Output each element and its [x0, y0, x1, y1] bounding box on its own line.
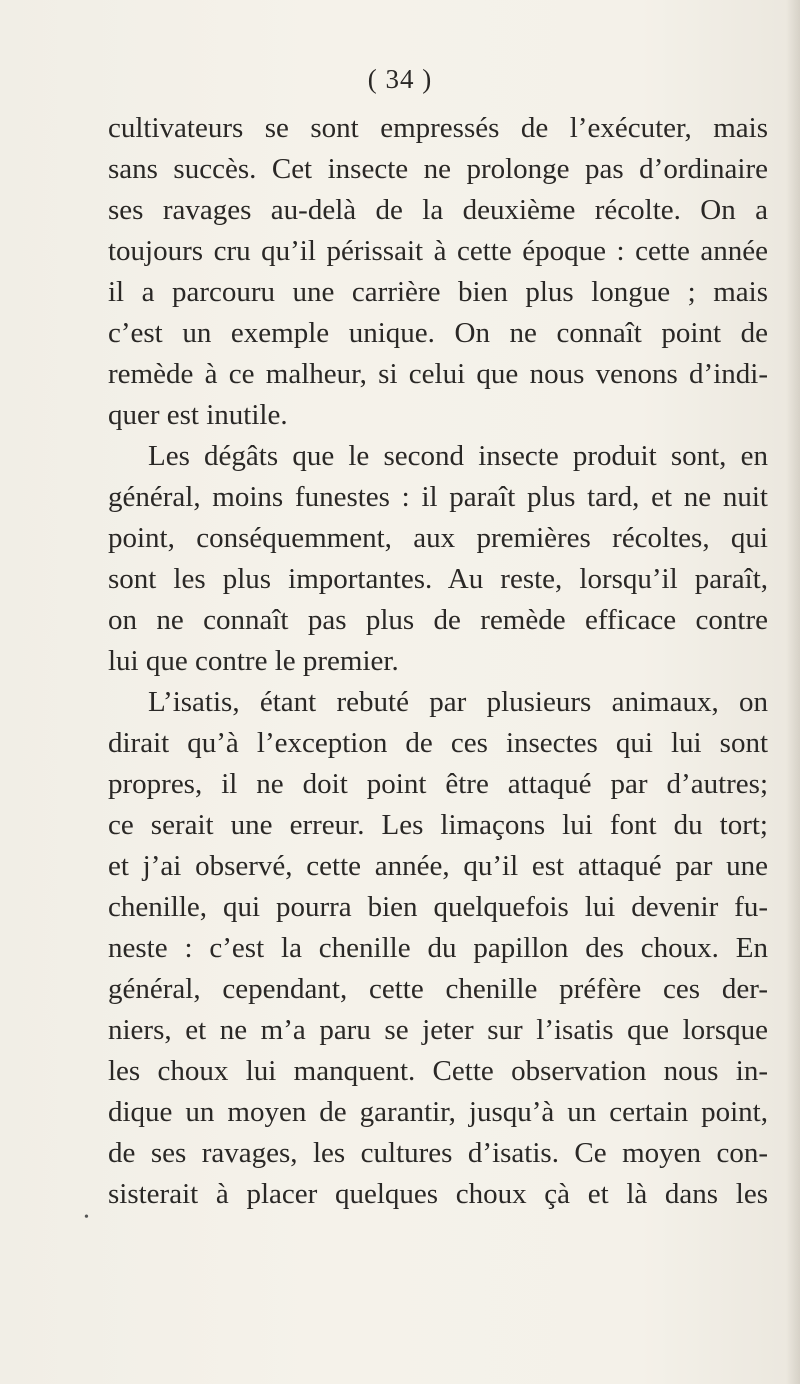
text-line: dirait qu’à l’exception de ces insectes qui lui sont [108, 727, 768, 759]
text-line: les choux lui manquent. Cette observation nous in- [108, 1055, 768, 1087]
text-line: toujours cru qu’il périssait à cette époque : cette année [108, 235, 768, 267]
text-line: on ne connaît pas plus de remède efficace contre [108, 604, 768, 636]
text-line: sans succès. Cet insecte ne prolonge pas d’ordinaire [108, 153, 768, 185]
text-line: quer est inutile. [108, 399, 288, 431]
page-number: ( 34 ) [367, 64, 433, 94]
text-line: sisterait à placer quelques choux çà et là dans les [108, 1178, 768, 1210]
text-line: ses ravages au-delà de la deuxième récolte. On a [108, 194, 768, 226]
text-line: de ses ravages, les cultures d’isatis. Ce moyen con- [108, 1137, 768, 1169]
text-line: L’isatis, étant rebuté par plusieurs animaux, on [148, 686, 768, 718]
text-line: cultivateurs se sont empressés de l’exécuter, mais [108, 112, 768, 144]
text-line: propres, il ne doit point être attaqué par d’autres; [108, 768, 768, 800]
text-line: point, conséquemment, aux premières récoltes, qui [108, 522, 768, 554]
text-line: ce serait une erreur. Les limaçons lui font du tort; [108, 809, 768, 841]
text-line: remède à ce malheur, si celui que nous venons d’indi- [108, 358, 768, 390]
text-line: niers, et ne m’a paru se jeter sur l’isatis que lorsque [108, 1014, 768, 1046]
margin-mark: • [84, 1210, 89, 1225]
text-line: dique un moyen de garantir, jusqu’à un certain point, [108, 1096, 768, 1128]
text-line: général, moins funestes : il paraît plus tard, et ne nuit [108, 481, 768, 513]
text-line: lui que contre le premier. [108, 645, 399, 677]
body-text [108, 108, 768, 1215]
text-line: c’est un exemple unique. On ne connaît point de [108, 317, 768, 349]
text-line: général, cependant, cette chenille préfère ces der- [108, 973, 768, 1005]
text-line: et j’ai observé, cette année, qu’il est attaqué par une [108, 850, 768, 882]
page-edge-shadow [786, 0, 800, 1384]
text-line: sont les plus importantes. Au reste, lorsqu’il paraît, [108, 563, 768, 595]
text-line: neste : c’est la chenille du papillon des choux. En [108, 932, 768, 964]
text-line: chenille, qui pourra bien quelquefois lui devenir fu- [108, 891, 768, 923]
text-line: il a parcouru une carrière bien plus longue ; mais [108, 276, 768, 308]
text-line: Les dégâts que le second insecte produit sont, en [148, 440, 768, 472]
